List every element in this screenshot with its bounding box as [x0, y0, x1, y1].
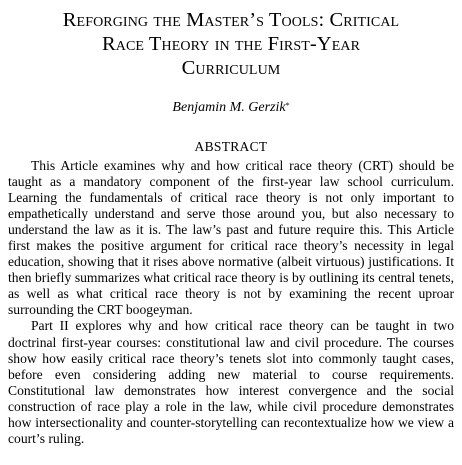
abstract-paragraph-2: Part II explores why and how critical race theory can be taught in two doctrinal first-year courses: constitutional law and civil procedure. The courses show how easily critical race theory’s tenets slot into commonly taught cases, before even considering adding new material to course requirements. Constitutional law demonstrates how interest convergence and the social construction of race play a role in the law, while civil procedure demonstrates how intersectionality and counter-storytelling can recontextualize how we view a court’s ruling.: [8, 318, 454, 446]
author-byline: [8, 100, 454, 116]
article-title-line-2: Race Theory in the First-Year: [101, 33, 361, 55]
abstract-paragraph-1: This Article examines why and how critical race theory (CRT) should be taught as a mandatory component of the first-year law school curriculum. Learning the fundamentals of critical race theory is not only important to empathetically understand and serve those around you, but also necessary to understand the law as it is. The law’s past and future require this. This Article first makes the positive argument for critical race theory’s necessity in legal education, showing that it rises above normative (albeit virtuous) justifications. It then briefly summarizes what critical race theory is by outlining its central tenets, as well as what critical race theory is not by examining the recent uproar surrounding the CRT boogeyman.: [8, 158, 454, 318]
article-title-line-1: Reforging the Master’s Tools: Critical: [62, 9, 400, 31]
author-footnote-mark[interactable]: *: [285, 101, 290, 110]
article-title-line-3: Curriculum: [181, 57, 281, 79]
author-name: Benjamin M. Gerzik: [172, 100, 286, 115]
abstract-heading: ABSTRACT: [194, 139, 268, 154]
article-title: [8, 8, 454, 80]
